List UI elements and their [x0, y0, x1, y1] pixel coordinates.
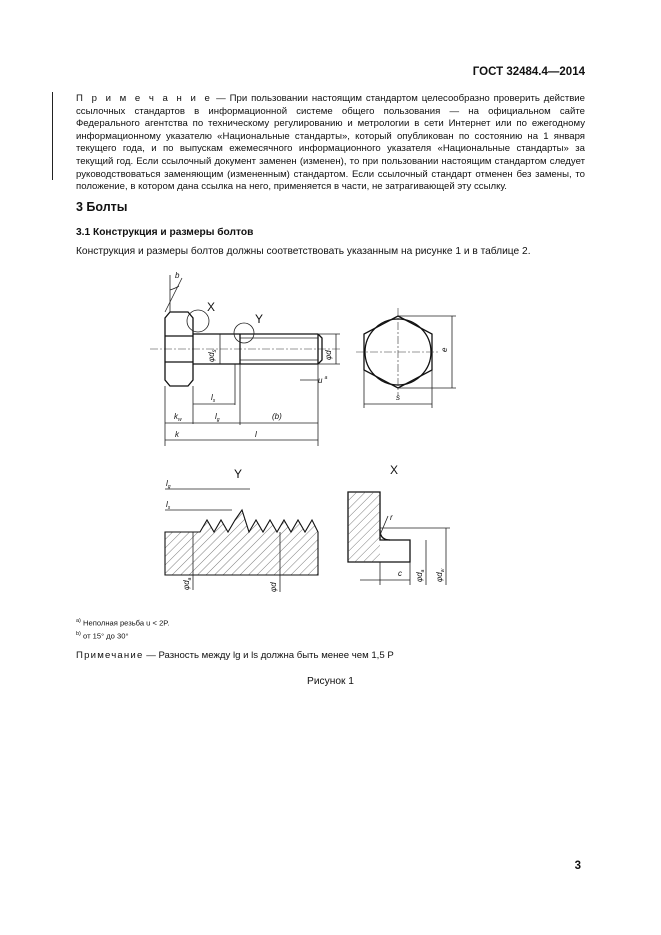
- k-label: k: [175, 430, 179, 439]
- e-label: e: [440, 347, 449, 352]
- y-lg-label: $l_g$: [166, 479, 171, 490]
- figure-note-prefix: Примечание: [76, 650, 144, 661]
- x-dw-label: $\varphi d_w$: [435, 568, 446, 582]
- section-title: 3 Болты: [76, 200, 128, 214]
- u-label: u $^a$: [318, 375, 328, 385]
- figure-note: [76, 650, 394, 661]
- detail-x-marker: X: [207, 300, 216, 314]
- y-ls-label: $l_s$: [166, 500, 171, 511]
- detail-y-marker: Y: [255, 312, 264, 326]
- c-label: c: [398, 569, 402, 578]
- d-label: φd: [324, 350, 333, 360]
- detail-y-title: Y: [234, 467, 243, 481]
- footnote-b: $^{b)}$ от 15° до 30°: [76, 631, 129, 641]
- l-label: l: [255, 430, 257, 439]
- ds-label: $\varphi d_s$: [207, 349, 218, 362]
- document-id: ГОСТ 32484.4—2014: [472, 66, 585, 78]
- lg-label: $l_g$: [215, 412, 220, 423]
- note-text: — При пользовании настоящим стандартом целесообразно проверить действие ссылочных стандартов в информационной системе общего пользования — на официальном сайте Федерального агентства по техническому регулированию и метрологии в сети Интернет или по ежегодному информационному указателю «Национальные стандарты», который опубликован по состоянию на 1 января текущего года, и по выпускам ежемесячного информационного указателя «Национальные стандарты» за текущий год. Если ссылочный документ заменен (изменен), то при пользовании настоящим стандартом следует руководствоваться заменяющим (измененным) стандартом. Если ссылочный стандарт отменен без замены, то положение, в котором дана ссылка на него, применяется в части, не затрагивающей эту ссылку.: [76, 93, 586, 193]
- r-label: r: [390, 513, 393, 522]
- s-label: s: [396, 393, 400, 402]
- detail-y-view: [165, 467, 318, 592]
- note-prefix: П р и м е ч а н и е: [76, 93, 213, 104]
- bolt-side-view: [150, 271, 340, 446]
- kw-label: $k_w$: [174, 412, 182, 423]
- hex-end-view: [356, 308, 456, 408]
- detail-x-view: [348, 463, 450, 585]
- y-d-label: φd: [269, 582, 278, 592]
- x-da-label: $\varphi d_a$: [415, 569, 426, 582]
- b-length-label: (b): [272, 412, 282, 421]
- ls-label: $l_s$: [211, 393, 216, 404]
- y-da-label: $\varphi d_a$: [182, 577, 193, 590]
- detail-x-title: X: [390, 463, 399, 477]
- body-paragraph: Конструкция и размеры болтов должны соответствовать указанным на рисунке 1 и в таблице 2.: [76, 246, 531, 257]
- footnote-a: $^{a)}$ Неполная резьба u < 2P.: [76, 618, 170, 628]
- angle-b-label: b: [175, 271, 180, 280]
- page-number: 3: [574, 860, 581, 872]
- figure-note-text: — Разность между lg и ls должна быть менее чем 1,5 P: [143, 650, 394, 661]
- figure-caption: Рисунок 1: [307, 676, 354, 687]
- subsection-title: 3.1 Конструкция и размеры болтов: [76, 227, 254, 238]
